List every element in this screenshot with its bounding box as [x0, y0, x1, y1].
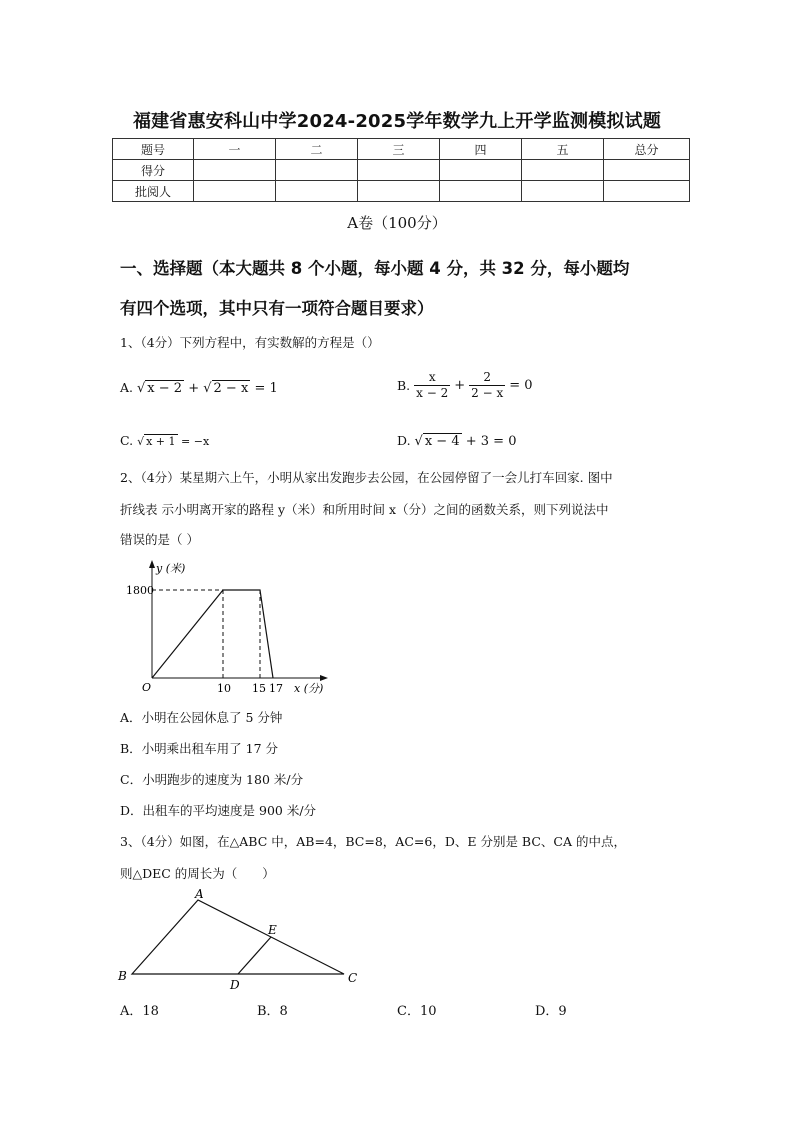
score-table — [112, 138, 690, 202]
q1-c-rhs: = −x — [181, 435, 210, 448]
point-d-label: D — [230, 978, 240, 992]
score-table-cell: 题号 — [113, 139, 194, 160]
score-table-cell — [604, 181, 690, 202]
q1-b-num-1: x — [414, 370, 450, 386]
score-table-cell: 得分 — [113, 160, 194, 181]
x-tick-10: 10 — [217, 682, 231, 695]
y-tick-1800: 1800 — [126, 584, 154, 597]
score-table-cell — [194, 181, 276, 202]
q1-stem: 1、（4分）下列方程中，有实数解的方程是（） — [120, 335, 380, 350]
q1-b-plus: + — [454, 378, 466, 393]
q1-a-radicand-1: x − 2 — [147, 381, 183, 396]
q3-option-c: C．10 — [397, 1004, 437, 1019]
score-table-row — [113, 160, 690, 181]
x-tick-17: 17 — [269, 682, 283, 695]
q1-a-rhs: = 1 — [254, 381, 278, 396]
x-axis-arrow — [320, 675, 328, 681]
q1-d-label: D. — [397, 433, 411, 448]
q1-b-num-2: 2 — [469, 370, 505, 386]
q1-c-label: C. — [120, 433, 134, 448]
q1-c-radicand: x + 1 — [146, 435, 176, 448]
score-table-cell — [440, 181, 522, 202]
q2-stem-line3: 错误的是（ ） — [120, 532, 199, 547]
x-tick-15: 15 — [252, 682, 266, 695]
section-heading-line1: 一、选择题（本大题共 8 个小题，每小题 4 分，共 32 分，每小题均 — [120, 259, 630, 278]
distance-polyline — [152, 590, 273, 678]
q1-a-plus: + — [188, 381, 200, 396]
score-table-cell: 三 — [358, 139, 440, 160]
triangle-abc — [132, 900, 344, 974]
q1-b-rhs: = 0 — [509, 378, 533, 393]
y-axis-arrow — [149, 560, 155, 568]
q1-option-a: A. √ x − 2 + √ 2 − x = 1 — [120, 380, 278, 396]
y-axis-label: y (米) — [156, 562, 186, 575]
q2-option-c: C．小明跑步的速度为 180 米/分 — [120, 772, 304, 787]
q3-option-b: B．8 — [257, 1004, 288, 1019]
score-table-cell — [358, 181, 440, 202]
q1-a-label: A. — [120, 380, 134, 395]
segment-de — [238, 937, 271, 974]
q1-b-den-1: x − 2 — [416, 386, 449, 400]
point-e-label: E — [268, 923, 277, 937]
q3-stem-line2: 则△DEC 的周长为（ ） — [120, 866, 275, 881]
score-table-cell: 总分 — [604, 139, 690, 160]
q1-d-rhs: + 3 = 0 — [465, 434, 517, 449]
q1-d-radicand: x − 4 — [424, 434, 460, 449]
q1-a-radicand-2: 2 − x — [213, 381, 249, 396]
vertex-c-label: C — [348, 971, 358, 985]
score-table-cell: 五 — [522, 139, 604, 160]
score-table-cell — [194, 160, 276, 181]
x-axis-label: x (分) — [294, 682, 324, 695]
score-table-cell: 四 — [440, 139, 522, 160]
q3-stem-line1: 3、（4分）如图，在△ABC 中，AB=4，BC=8，AC=6，D、E 分别是 BC、CA 的中点， — [120, 834, 626, 849]
vertex-b-label: B — [118, 969, 127, 983]
volume-label: A卷（100分） — [347, 214, 447, 232]
score-table-cell — [276, 160, 358, 181]
q2-option-b: B．小明乘出租车用了 17 分 — [120, 741, 279, 756]
q2-graph — [126, 558, 338, 700]
page-title: 福建省惠安科山中学2024-2025学年数学九上开学监测模拟试题 — [132, 111, 662, 132]
q2-option-a: A．小明在公园休息了 5 分钟 — [120, 710, 283, 725]
score-table-row — [113, 181, 690, 202]
score-table-cell — [276, 181, 358, 202]
score-table-cell — [440, 160, 522, 181]
score-table-cell — [358, 160, 440, 181]
score-table-cell — [604, 160, 690, 181]
section-heading-line2: 有四个选项，其中只有一项符合题目要求） — [120, 299, 434, 318]
score-table-cell: 批阅人 — [113, 181, 194, 202]
vertex-a-label: A — [195, 887, 204, 901]
q1-option-b — [397, 370, 533, 401]
score-table-cell: 二 — [276, 139, 358, 160]
score-table-cell: 一 — [194, 139, 276, 160]
score-table-cell — [522, 181, 604, 202]
origin-label: O — [142, 681, 152, 694]
score-table-row — [113, 139, 690, 160]
q3-option-d: D．9 — [535, 1004, 567, 1019]
q1-option-d: D. √ x − 4 + 3 = 0 — [397, 433, 517, 449]
score-table-cell — [522, 160, 604, 181]
q1-option-c: C. √ x + 1 = −x — [120, 433, 210, 448]
q3-option-a: A．18 — [120, 1004, 159, 1019]
q1-b-label: B. — [397, 378, 411, 393]
q2-stem-line2: 折线表 示小明离开家的路程 y（米）和所用时间 x（分）之间的函数关系，则下列说法中 — [120, 502, 609, 517]
q2-stem-line1: 2、（4分）某星期六上午，小明从家出发跑步去公园，在公园停留了一会儿打车回家. 图中 — [120, 470, 613, 485]
q1-b-den-2: 2 − x — [471, 386, 504, 400]
q3-triangle-figure — [112, 886, 362, 994]
q2-option-d: D．出租车的平均速度是 900 米/分 — [120, 803, 317, 818]
